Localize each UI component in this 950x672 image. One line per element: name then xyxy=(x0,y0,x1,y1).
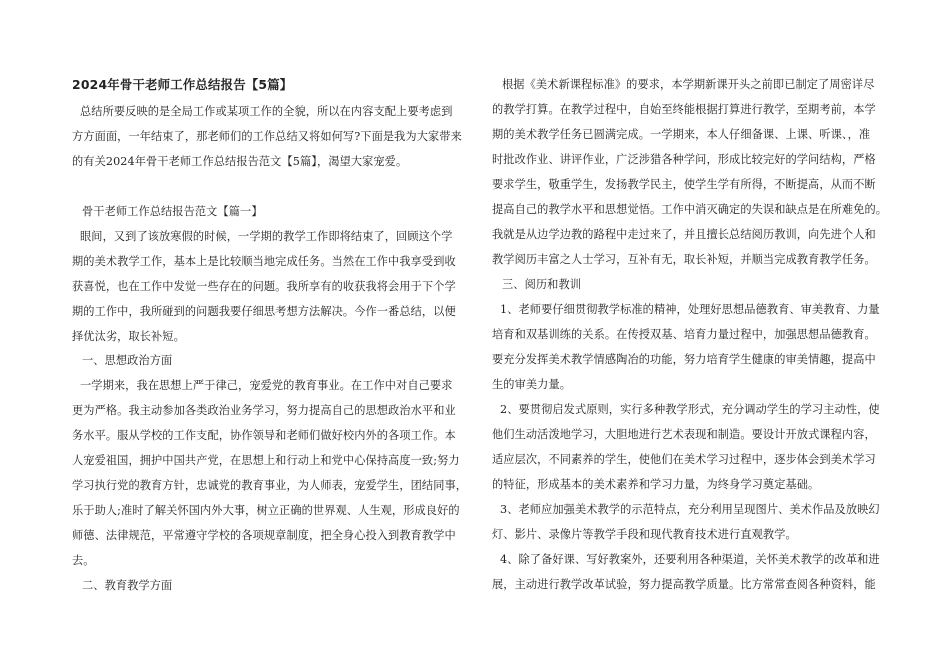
item1-line-1: 1、老师要仔细贯彻教学标准的精神，处理好思想品德教育、审美教育、力量 xyxy=(500,303,880,316)
item2-line-2: 他们生动活泼地学习，大胆地进行艺术表现和制造。要设计开放式课程内容， xyxy=(492,428,876,441)
heading-politics: 一、思想政治方面 xyxy=(82,354,173,367)
r-para1-line-6: 提高自己的教学水平和思想觉悟。工作中消灭确定的失误和缺点是在所难免的。 xyxy=(492,203,888,216)
r-para1-line-1: 根据《美术新课程标准》的要求，本学期新课开头之前即已制定了周密详尽 xyxy=(502,78,875,91)
r-para1-line-2: 的教学打算。在教学过程中，自始至终能根据打算进行教学，至期考前，本学 xyxy=(492,103,876,116)
item1-line-4: 生的审美力量。 xyxy=(492,378,572,391)
intro-line-2: 方方面面，一年结束了，那老师们的工作总结又将如何写?下面是我为大家带来 xyxy=(72,130,462,143)
item4-line-2: 展，主动进行教学改革试验，努力提高教学质量。比方常常查阅各种资料，能 xyxy=(492,578,876,591)
heading-teaching: 二、教育教学方面 xyxy=(82,579,173,592)
para2-line-3: 务水平。服从学校的工作支配，协作领导和老师们做好校内外的各项工作。本 xyxy=(72,429,456,442)
para2-line-5: 学习执行党的教育方针，忠诚党的教育事业，为人师表，宠爱学生，团结同事， xyxy=(72,479,468,492)
item4-line-1: 4、除了备好课、写好教案外，还要利用各种渠道，关怀美术教学的改革和进 xyxy=(500,553,880,566)
para1-line-3: 获喜悦，也在工作中发觉一些存在的问题。我所享有的收获我将会用于下个学 xyxy=(72,280,456,293)
item2-line-1: 2、要贯彻启发式原则，实行多种教学形式，充分调动学生的学习主动性，使 xyxy=(500,403,880,416)
r-para1-line-8: 教学阅历丰富之人士学习，互补有无，取长补短，并顺当完成教育教学任务。 xyxy=(492,253,876,266)
intro-line-3: 的有关2024年骨干老师工作总结报告范文【5篇】，渴望大家宠爱。 xyxy=(72,155,408,168)
para2-line-2: 更为严格。我主动参加各类政治业务学习，努力提高自己的思想政治水平和业 xyxy=(72,404,456,417)
document-title: 2024年骨干老师工作总结报告【5篇】 xyxy=(72,77,293,92)
item1-line-2: 培育和双基训练的关系。在传授双基、培育力量过程中，加强思想品德教育。 xyxy=(492,328,876,341)
para2-line-6: 乐于助人;准时了解关怀国内外大事，树立正确的世界观、人生观，形成良好的 xyxy=(72,504,460,517)
para2-line-8: 去。 xyxy=(72,554,95,567)
intro-line-1: 总结所要反映的是全局工作或某项工作的全貌，所以在内容支配上要考虑到 xyxy=(80,105,453,118)
para1-line-2: 期的美术教学工作，基本上是比较顺当地完成任务。当然在工作中我享受到收 xyxy=(72,255,456,268)
item2-line-4: 的特征，形成基本的美术素养和学习力量，为终身学习奠定基础。 xyxy=(492,478,820,491)
item1-line-3: 要充分发挥美术教学情感陶冶的功能，努力培育学生健康的审美情趣，提高中 xyxy=(492,353,876,366)
para2-line-4: 人宠爱祖国，拥护中国共产党，在思想上和行动上和党中心保持高度一致;努力 xyxy=(72,454,460,467)
r-para1-line-7: 我就是从边学边教的路程中走过来了，并且擅长总结阅历教训，向先进个人和 xyxy=(492,228,876,241)
heading-lessons: 三、阅历和教训 xyxy=(502,278,582,291)
r-para1-line-5: 要求学生，敬重学生，发扬教学民主，使学生学有所得，不断提高，从而不断 xyxy=(492,178,876,191)
para1-line-5: 择优汰劣，取长补短。 xyxy=(72,330,185,343)
r-para1-line-4: 时批改作业、讲评作业，广泛涉猎各种学问，形成比较完好的学问结构，严格 xyxy=(492,153,876,166)
item2-line-3: 适应层次，不同素养的学生，使他们在美术学习过程中，逐步体会到美术学习 xyxy=(492,453,876,466)
item3-line-2: 灯、影片、录像片等教学手段和现代教育技术进行直观教学。 xyxy=(492,528,797,541)
para1-line-1: 眼间，又到了该放寒假的时候，一学期的教学工作即将结束了，回顾这个学 xyxy=(80,230,453,243)
para1-line-4: 期的工作中，我所碰到的问题我要仔细思考想方法解决。今作一番总结，以便 xyxy=(72,305,456,318)
r-para1-line-3: 期的美术教学任务已圆满完成。一学期来，本人仔细备课、上课、听课、，准 xyxy=(492,128,871,141)
para2-line-1: 一学期来，我在思想上严于律己，宠爱党的教育事业。在工作中对自己要求 xyxy=(80,379,453,392)
para2-line-7: 师德、法律规范，平常遵守学校的各项规章制度，把全身心投入到教育教学中 xyxy=(72,529,456,542)
item3-line-1: 3、老师应加强美术教学的示范特点，充分利用呈现图片、美术作品及放映幻 xyxy=(500,503,880,516)
section-heading: 骨干老师工作总结报告范文【篇一】 xyxy=(82,205,263,218)
